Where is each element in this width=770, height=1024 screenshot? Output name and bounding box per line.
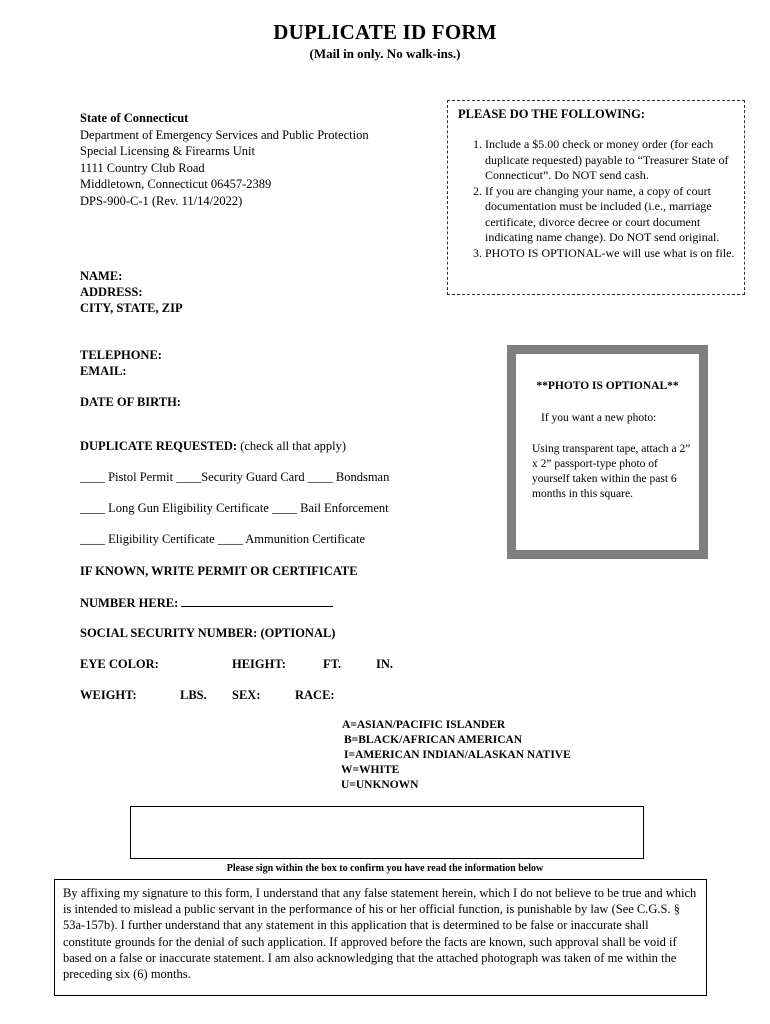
- instruction-item: 3. PHOTO IS OPTIONAL-we will use what is on file.: [485, 246, 738, 262]
- instructions-title: PLEASE DO THE FOLLOWING:: [458, 107, 645, 121]
- agency-state: State of Connecticut: [80, 111, 189, 125]
- height-in-label: IN.: [376, 657, 394, 671]
- option-row-longgun-bail[interactable]: ____ Long Gun Eligibility Certificate ____ Bail Enforcement: [80, 501, 389, 515]
- race-code-u: U=UNKNOWN: [341, 779, 419, 791]
- race-code-a: A=ASIAN/PACIFIC ISLANDER: [342, 719, 506, 731]
- duplicate-requested-label: DUPLICATE REQUESTED:: [80, 439, 238, 453]
- permit-number-field[interactable]: [80, 594, 333, 612]
- sex-label: SEX:: [232, 688, 261, 702]
- weight-label: WEIGHT:: [80, 688, 137, 702]
- agency-address: [80, 110, 369, 209]
- photo-optional-title: **PHOTO IS OPTIONAL**: [536, 380, 679, 392]
- race-code-b: B=BLACK/AFRICAN AMERICAN: [344, 734, 523, 746]
- form-subtitle: (Mail in only. No walk-ins.): [309, 46, 461, 61]
- photo-want-text: If you want a new photo:: [541, 412, 657, 424]
- form-title: DUPLICATE ID FORM: [273, 20, 497, 44]
- address-label: ADDRESS:: [80, 285, 143, 299]
- height-ft-label: FT.: [323, 657, 342, 671]
- signature-note: Please sign within the box to confirm you have read the information below: [226, 863, 544, 874]
- agency-city: Middletown, Connecticut 06457-2389: [80, 177, 272, 191]
- form-number: DPS-900-C-1 (Rev. 11/14/2022): [80, 193, 243, 208]
- duplicate-requested: [80, 438, 346, 455]
- dob-label: DATE OF BIRTH:: [80, 395, 181, 409]
- permit-number-instruction: IF KNOWN, WRITE PERMIT OR CERTIFICATE: [80, 564, 358, 578]
- permit-number-label: NUMBER HERE:: [80, 596, 179, 610]
- instructions-box: [447, 100, 745, 295]
- weight-lbs-label: LBS.: [180, 688, 207, 702]
- ssn-label: SOCIAL SECURITY NUMBER: (OPTIONAL): [80, 626, 336, 640]
- race-label: RACE:: [295, 688, 335, 702]
- race-code-w: W=WHITE: [341, 764, 400, 776]
- eye-color-label: EYE COLOR:: [80, 657, 159, 671]
- option-row-eligibility-ammunition[interactable]: ____ Eligibility Certificate ____ Ammunition Certificate: [80, 532, 366, 546]
- email-label: EMAIL:: [80, 364, 127, 378]
- photo-attach-box: [507, 345, 708, 559]
- affirmation-statement: By affixing my signature to this form, I understand that any false statement herein, which I do not believe to be true and which is intended to mislead a public servant in the performance of his or her official function, is punishable by law (See C.G.S. § 53a-157b). I further understand that any statement in this application that is determined to be false or inaccurate shall constitute grounds for the denial of such application. If approved before the facts are known, such approval shall be void if based on a false or inaccurate statement. I am also acknowledging that the attached photograph was taken of me within the preceding six (6) months.: [54, 879, 707, 996]
- permit-number-line[interactable]: [181, 594, 333, 607]
- signature-box[interactable]: [130, 806, 644, 859]
- telephone-label: TELEPHONE:: [80, 348, 162, 362]
- instruction-item: 2. If you are changing your name, a copy of court documentation must be included (i.e., marriage certificate, divorce decree or court document indicating name change). Do NOT send original.: [485, 184, 738, 246]
- instruction-item: 1. Include a $5.00 check or money order (for each duplicate requested) payable to “Treasurer State of Connecticut”. Do NOT send cash.: [485, 137, 738, 184]
- agency-department: Department of Emergency Services and Public Protection: [80, 127, 369, 142]
- name-label: NAME:: [80, 269, 123, 283]
- race-code-i: I=AMERICAN INDIAN/ALASKAN NATIVE: [344, 749, 571, 761]
- duplicate-requested-hint: (check all that apply): [240, 439, 347, 453]
- height-label: HEIGHT:: [232, 657, 286, 671]
- agency-street: 1111 Country Club Road: [80, 160, 205, 175]
- race-codes: [341, 718, 571, 793]
- instructions-list: [448, 137, 744, 261]
- photo-instructions: Using transparent tape, attach a 2” x 2” passport-type photo of yourself taken within the past 6 months in this square.: [532, 443, 691, 500]
- agency-unit: Special Licensing & Firearms Unit: [80, 144, 255, 158]
- city-state-zip-label: CITY, STATE, ZIP: [80, 301, 183, 315]
- option-row-pistol-guard-bondsman[interactable]: ____ Pistol Permit ____Security Guard Card ____ Bondsman: [80, 470, 390, 484]
